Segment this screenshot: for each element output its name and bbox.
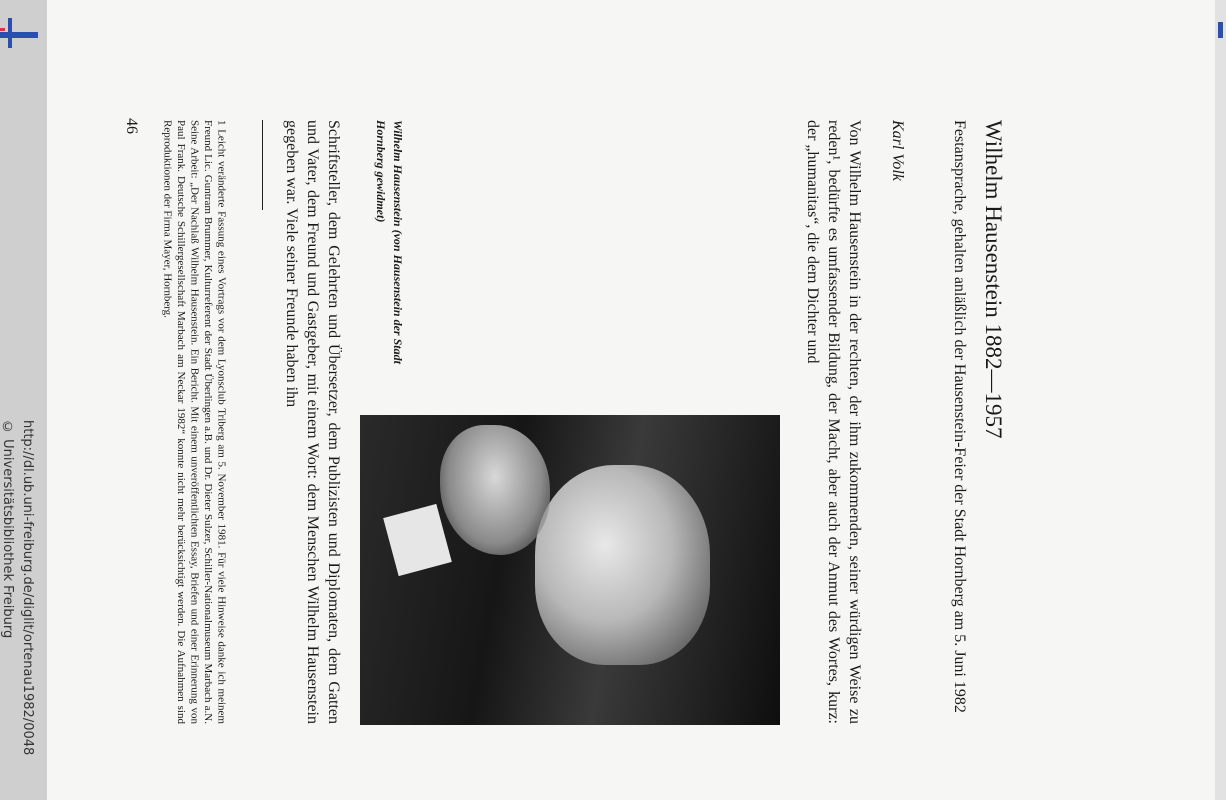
portrait-face	[535, 465, 710, 665]
scan-margin-right	[1215, 0, 1226, 800]
photo-caption: Wilhelm Hausenstein (von Hausenstein der Stadt Hornberg gewidmet)	[374, 120, 405, 364]
scan-marker-icon	[0, 14, 40, 50]
footnote: 1 Leicht veränderte Fassung eines Vortrags vor dem Lyonsclub Triberg am 5. November 1981. Für viele Hinweise danke ich meinem Freund Lic. Guntram Brummer, Kulturreferent der Stadt Überlingen a.B. und Dr. Dieter Sulzer, Schiller-Nationalmuseum Marbach a.N. Seine Arbeit: „Der Nachlaß Wilhelm Hausenstein. Ein Bericht. Mit einem unveröffentlichten Essay, Briefen und einer Erinnerung von Paul Frank. Deutsche Schillergesellschaft Marbach am Neckar 1982“ konnte nicht mehr berücksichtigt werden. Die Aufnahmen sind Reproduktionen der Firma Mayer, Hornberg.	[161, 120, 228, 724]
portrait-hand	[440, 425, 550, 555]
page-number: 46	[123, 118, 140, 134]
article-author: Karl Volk	[889, 120, 906, 181]
footnote-divider	[262, 120, 263, 210]
body-paragraph-1: Von Wilhelm Hausenstein in der rechten, der ihm zukommenden, seiner würdigen Weise zu reden¹, bedürfte es umfassender Bildung, der Macht, aber auch der Anmut des Wortes, kurz: der „humanitas“, die dem Dichter und	[804, 120, 863, 724]
scan-marker-right-icon	[1218, 22, 1223, 38]
watermark-copyright: © Universitätsbibliothek Freiburg	[0, 420, 15, 639]
watermark-url: http://dl.ub.uni-freiburg.de/diglit/ortenau1982/0048	[20, 420, 35, 756]
scan-margin-left	[0, 0, 47, 800]
portrait-photo	[360, 415, 780, 725]
body-paragraph-2: Schriftsteller, dem Gelehrten und Übersetzer, dem Publizisten und Diplomaten, dem Gatten und Vater, dem Freund und Gastgeber, mit einem Wort: dem Menschen Wilhelm Hausenstein gegeben war. Viele seiner Freunde haben ihn	[283, 120, 342, 724]
article-subtitle: Festansprache, gehalten anläßlich der Hausenstein-Feier der Stadt Hornberg am 5. Juni 1982	[951, 120, 968, 713]
portrait-cuff	[383, 504, 452, 576]
article-title: Wilhelm Hausenstein 1882—1957	[981, 120, 1006, 439]
